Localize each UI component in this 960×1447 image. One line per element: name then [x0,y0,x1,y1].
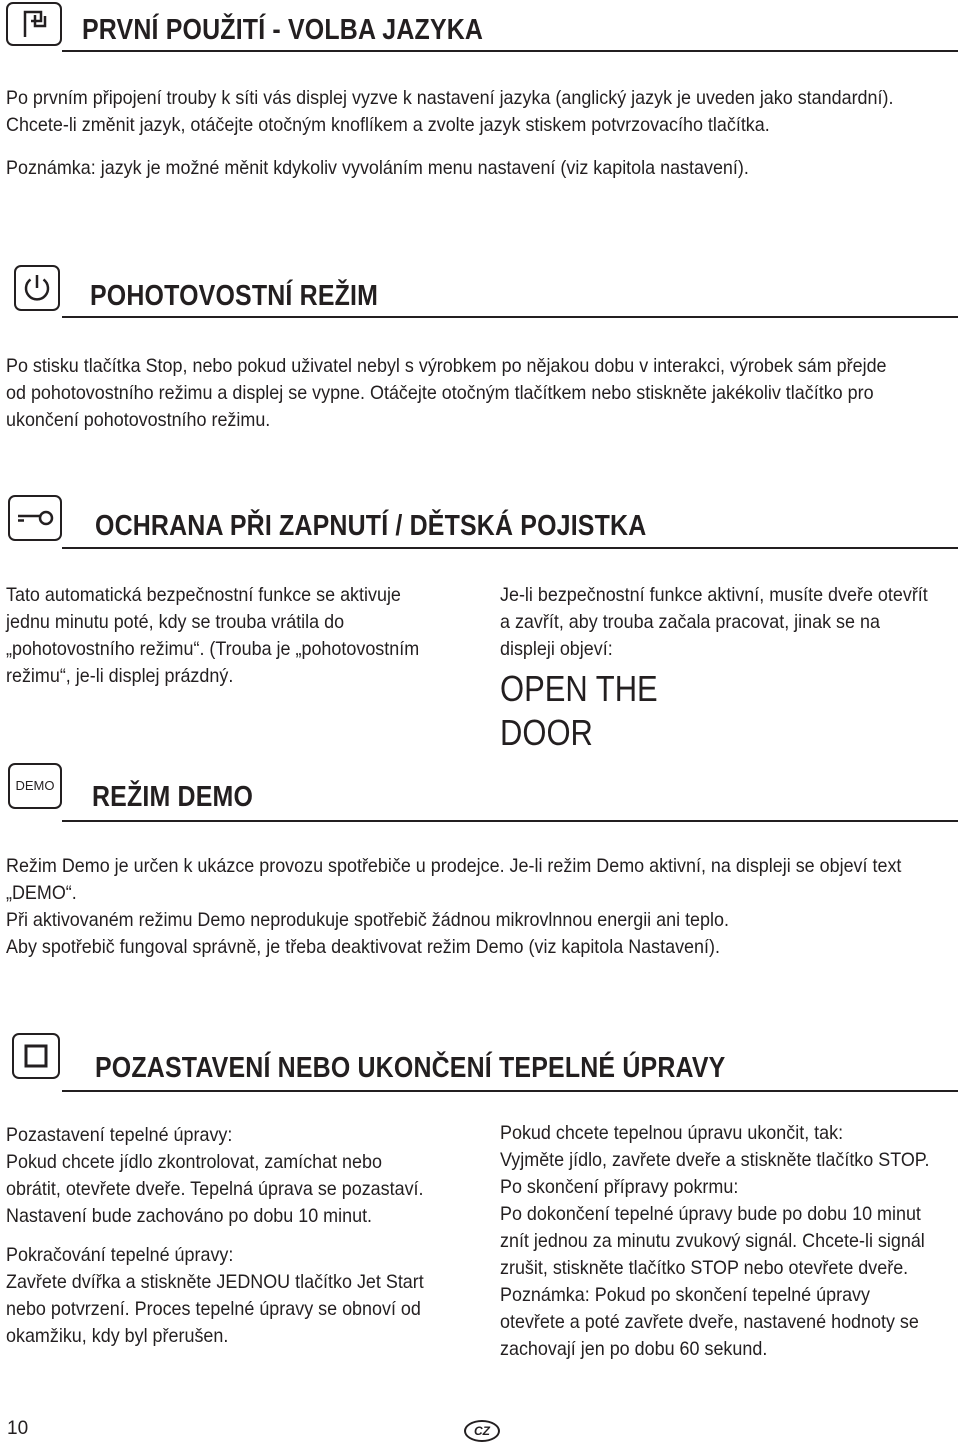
text-line: jednu minutu poté, kdy se trouba vrátila do [6,611,345,633]
display-line: OPEN THE [500,668,658,709]
demo-icon [8,763,62,809]
text-line: Poznámka: jazyk je možné měnit kdykoliv vyvoláním menu nastavení (viz kapitola nastavení). [6,157,749,179]
text-line: Poznámka: Pokud po skončení tepelné úpravy [500,1284,870,1306]
flag-icon [6,2,62,46]
text-line: Zavřete dvířka a stiskněte JEDNOU tlačítko Jet Start [6,1271,424,1293]
text-line: Po prvním připojení trouby k síti vás displej vyzve k nastavení jazyka (anglický jazyk je uveden jako standardní). [6,87,894,109]
section-rule [62,50,958,52]
section-title-demo: REŽIM DEMO [92,781,254,813]
standby-paragraph [6,353,960,434]
section-title-language: PRVNÍ POUŽITÍ - VOLBA JAZYKA [82,14,484,46]
text-line: otevřete a poté zavřete dveře, nastavené hodnoty se [500,1311,919,1333]
childlock-right-column [500,582,960,663]
text-line: „DEMO“. [6,882,77,904]
pause-left-column [6,1122,484,1350]
text-line: okamžiku, kdy byl přerušen. [6,1325,229,1347]
text-line: displeji objeví: [500,638,613,660]
display-line: DOOR [500,712,593,753]
text-line: Tato automatická bezpečnostní funkce se aktivuje [6,584,401,606]
section-rule [62,316,958,318]
text-line: ukončení pohotovostního režimu. [6,409,271,431]
page-number: 10 [7,1418,29,1439]
language-paragraph [6,85,960,182]
text-line: Pokud chcete tepelnou úpravu ukončit, tak: [500,1122,844,1144]
childlock-left-column [6,582,475,690]
text-line: Chcete-li změnit jazyk, otáčejte otočným knoflíkem a zvolte jazyk stiskem potvrzovacího tlačítka. [6,114,770,136]
stop-square-icon [12,1033,60,1079]
display-message [500,667,658,755]
text-line: a zavřít, aby trouba začala pracovat, jinak se na [500,611,880,633]
text-line: Nastavení bude zachováno po dobu 10 minut. [6,1205,373,1227]
country-badge-label: CZ [474,1424,490,1438]
pause-right-column [500,1120,960,1363]
text-line: Je-li bezpečnostní funkce aktivní, musíte dveře otevřít [500,584,928,606]
demo-paragraph [6,853,960,961]
country-badge [464,1420,500,1442]
text-line: Režim Demo je určen k ukázce provozu spotřebiče u prodejce. Je-li režim Demo aktivní, na displeji se objeví text [6,855,902,877]
section-title-standby: POHOTOVOSTNÍ REŽIM [90,280,379,312]
text-line: „pohotovostního režimu“. (Trouba je „pohotovostním [6,638,420,660]
text-line: Pokračování tepelné úpravy: [6,1244,234,1266]
text-line: Po skončení přípravy pokrmu: [500,1176,739,1198]
text-line: Aby spotřebič fungoval správně, je třeba deaktivovat režim Demo (viz kapitola Nastavení). [6,936,720,958]
text-line: zachovají jen po dobu 60 sekund. [500,1338,768,1360]
text-line: Po dokončení tepelné úpravy bude po dobu 10 minut [500,1203,921,1225]
text-line: Vyjměte jídlo, zavřete dveře a stiskněte tlačítko STOP. [500,1149,930,1171]
section-rule [62,1090,958,1092]
text-line: Při aktivovaném režimu Demo neprodukuje spotřebič žádnou mikrovlnnou energii ani teplo. [6,909,729,931]
text-line: Po stisku tlačítka Stop, nebo pokud uživatel nebyl s výrobkem po nějakou dobu v interakci, výrobek sám přejde [6,355,887,377]
text-line: od pohotovostního režimu a displej se vypne. Otáčejte otočným tlačítkem nebo stiskněte jakékoliv tlačítko pro [6,382,874,404]
text-line: znít jednou za minutu zvukový signál. Chcete-li signál [500,1230,925,1252]
text-line: Pozastavení tepelné úpravy: [6,1124,233,1146]
power-icon [14,265,60,311]
text-line: zrušit, stiskněte tlačítko STOP nebo otevřete dveře. [500,1257,909,1279]
section-title-childlock: OCHRANA PŘI ZAPNUTÍ / DĚTSKÁ POJISTKA [95,510,647,542]
section-title-pause: POZASTAVENÍ NEBO UKONČENÍ TEPELNÉ ÚPRAVY [95,1052,726,1084]
text-line: režimu“, je-li displej prázdný. [6,665,234,687]
text-line: nebo potvrzení. Proces tepelné úpravy se obnoví od [6,1298,421,1320]
text-line: Pokud chcete jídlo zkontrolovat, zamíchat nebo [6,1151,382,1173]
section-rule [62,820,958,822]
section-rule [62,547,958,549]
text-line: obrátit, otevřete dveře. Tepelná úprava se pozastaví. [6,1178,424,1200]
key-icon [8,495,62,541]
demo-icon-label: DEMO [15,778,55,793]
